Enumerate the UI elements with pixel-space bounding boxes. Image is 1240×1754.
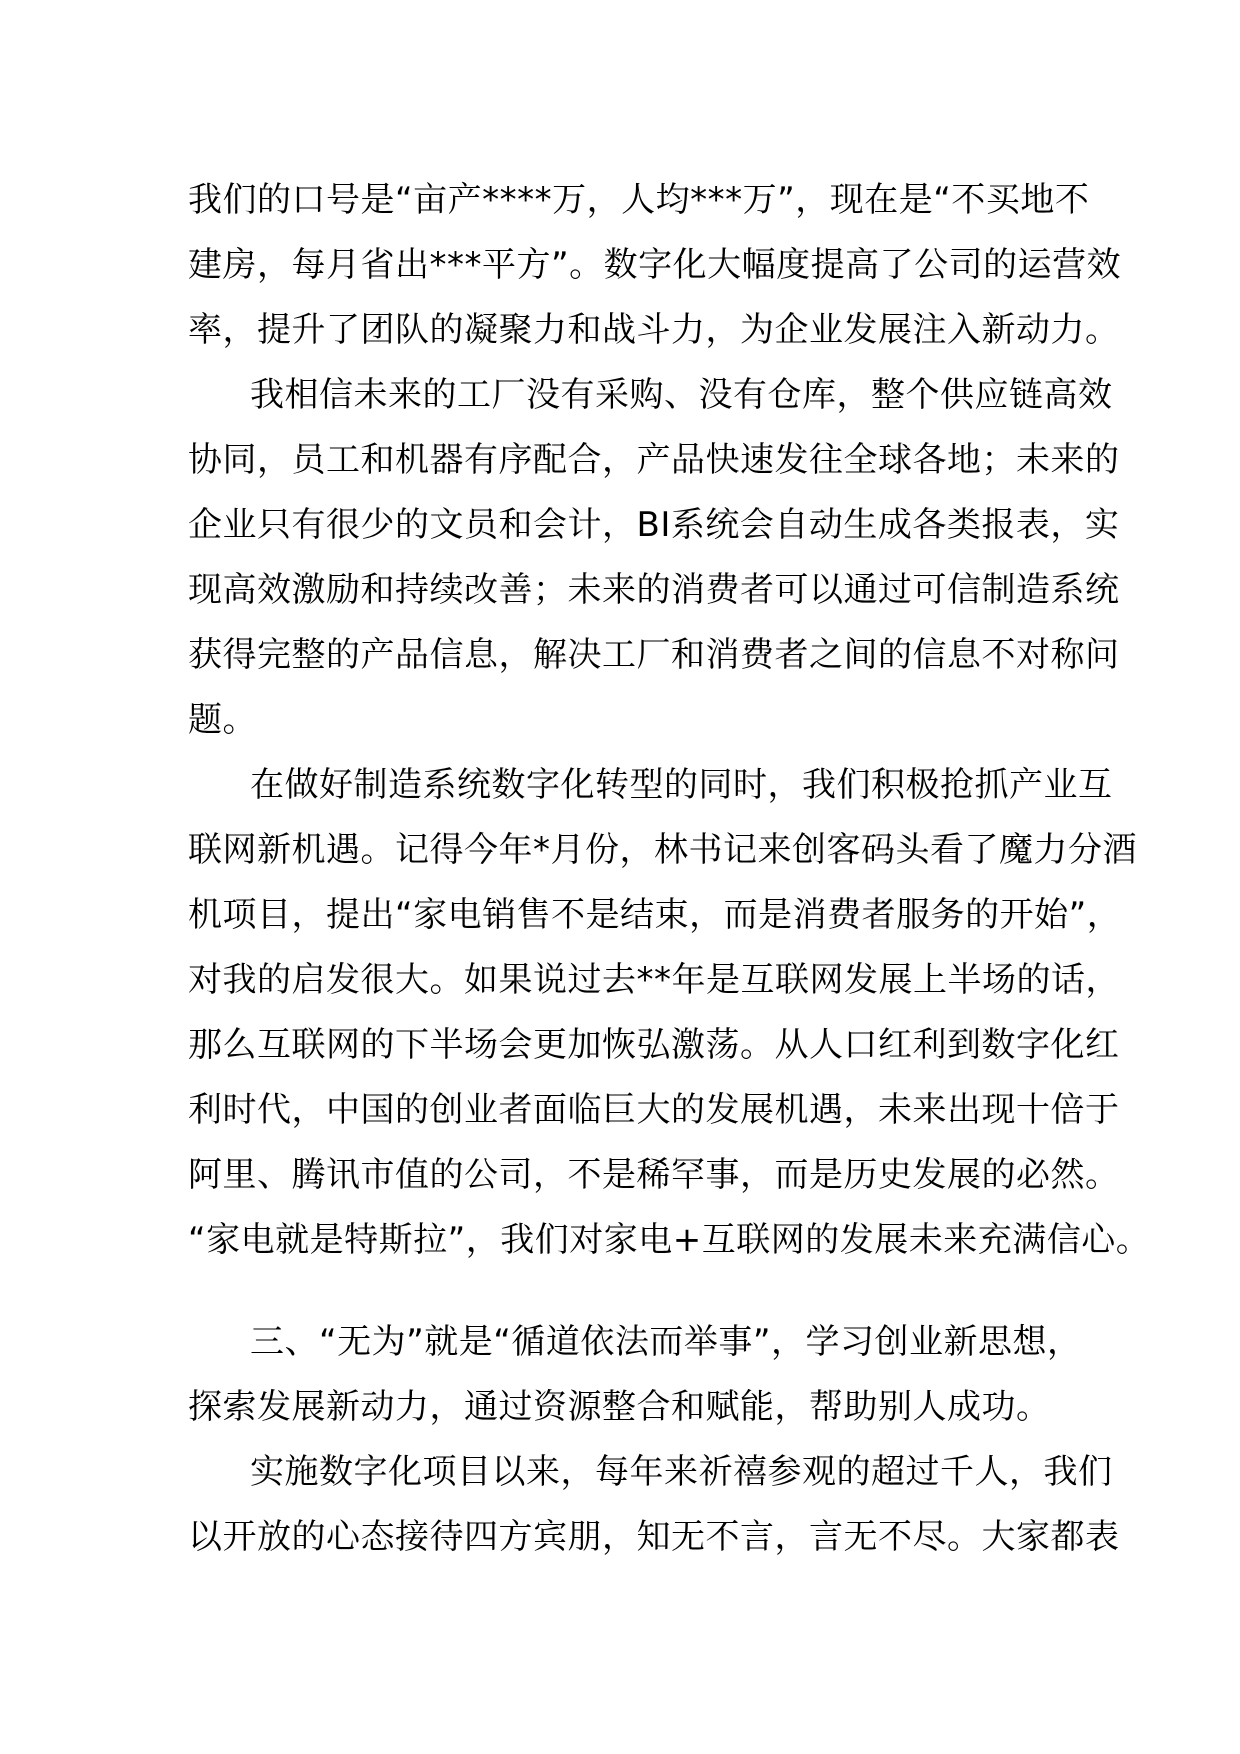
paragraph-slogan: [188, 168, 1122, 363]
text-line: “家电就是特斯拉”，我们对家电+互联网的发展未来充满信心。: [188, 1220, 1151, 1260]
text-line: 企业只有很少的文员和会计，BI系统会自动生成各类报表，实: [188, 505, 1120, 545]
text-line: 利时代，中国的创业者面临巨大的发展机遇，未来出现十倍于: [188, 1090, 1120, 1130]
text-line: 题。: [188, 700, 257, 740]
text-line: 三、“无为”就是“循道依法而举事”，学习创业新思想，: [250, 1322, 1082, 1362]
text-line: 现高效激励和持续改善；未来的消费者可以通过可信制造系统: [188, 570, 1120, 610]
paragraph-industrial-internet: [188, 753, 1151, 1273]
document-body: [188, 168, 1151, 1570]
text-line: 我相信未来的工厂没有采购、没有仓库，整个供应链高效: [250, 375, 1113, 415]
section-heading-three: [188, 1310, 1082, 1440]
text-line: 获得完整的产品信息，解决工厂和消费者之间的信息不对称问: [188, 635, 1120, 675]
text-line: 建房，每月省出***平方”。数字化大幅度提高了公司的运营效: [188, 245, 1122, 285]
paragraph-open-visits: [188, 1440, 1120, 1570]
paragraph-spacer: [188, 1273, 1068, 1310]
text-line: 以开放的心态接待四方宾朋，知无不言，言无不尽。大家都表: [188, 1517, 1120, 1557]
text-line: 我们的口号是“亩产****万，人均***万”，现在是“不买地不: [188, 180, 1090, 220]
text-line: 联网新机遇。记得今年*月份，林书记来创客码头看了魔力分酒: [188, 830, 1137, 870]
text-line: 协同，员工和机器有序配合，产品快速发往全球各地；未来的: [188, 440, 1120, 480]
text-line: 实施数字化项目以来，每年来祈禧参观的超过千人，我们: [250, 1452, 1113, 1492]
text-line: 阿里、腾讯市值的公司，不是稀罕事，而是历史发展的必然。: [188, 1155, 1120, 1195]
paragraph-future-factory: [188, 363, 1120, 753]
text-line: 那么互联网的下半场会更加恢弘激荡。从人口红利到数字化红: [188, 1025, 1120, 1065]
text-line: 在做好制造系统数字化转型的同时，我们积极抢抓产业互: [250, 765, 1113, 805]
text-line: 机项目，提出“家电销售不是结束，而是消费者服务的开始”，: [188, 895, 1122, 935]
text-line: 探索发展新动力，通过资源整合和赋能，帮助别人成功。: [188, 1387, 1051, 1427]
text-line: 率，提升了团队的凝聚力和战斗力，为企业发展注入新动力。: [188, 310, 1120, 350]
text-line: 对我的启发很大。如果说过去**年是互联网发展上半场的话，: [188, 960, 1120, 1000]
